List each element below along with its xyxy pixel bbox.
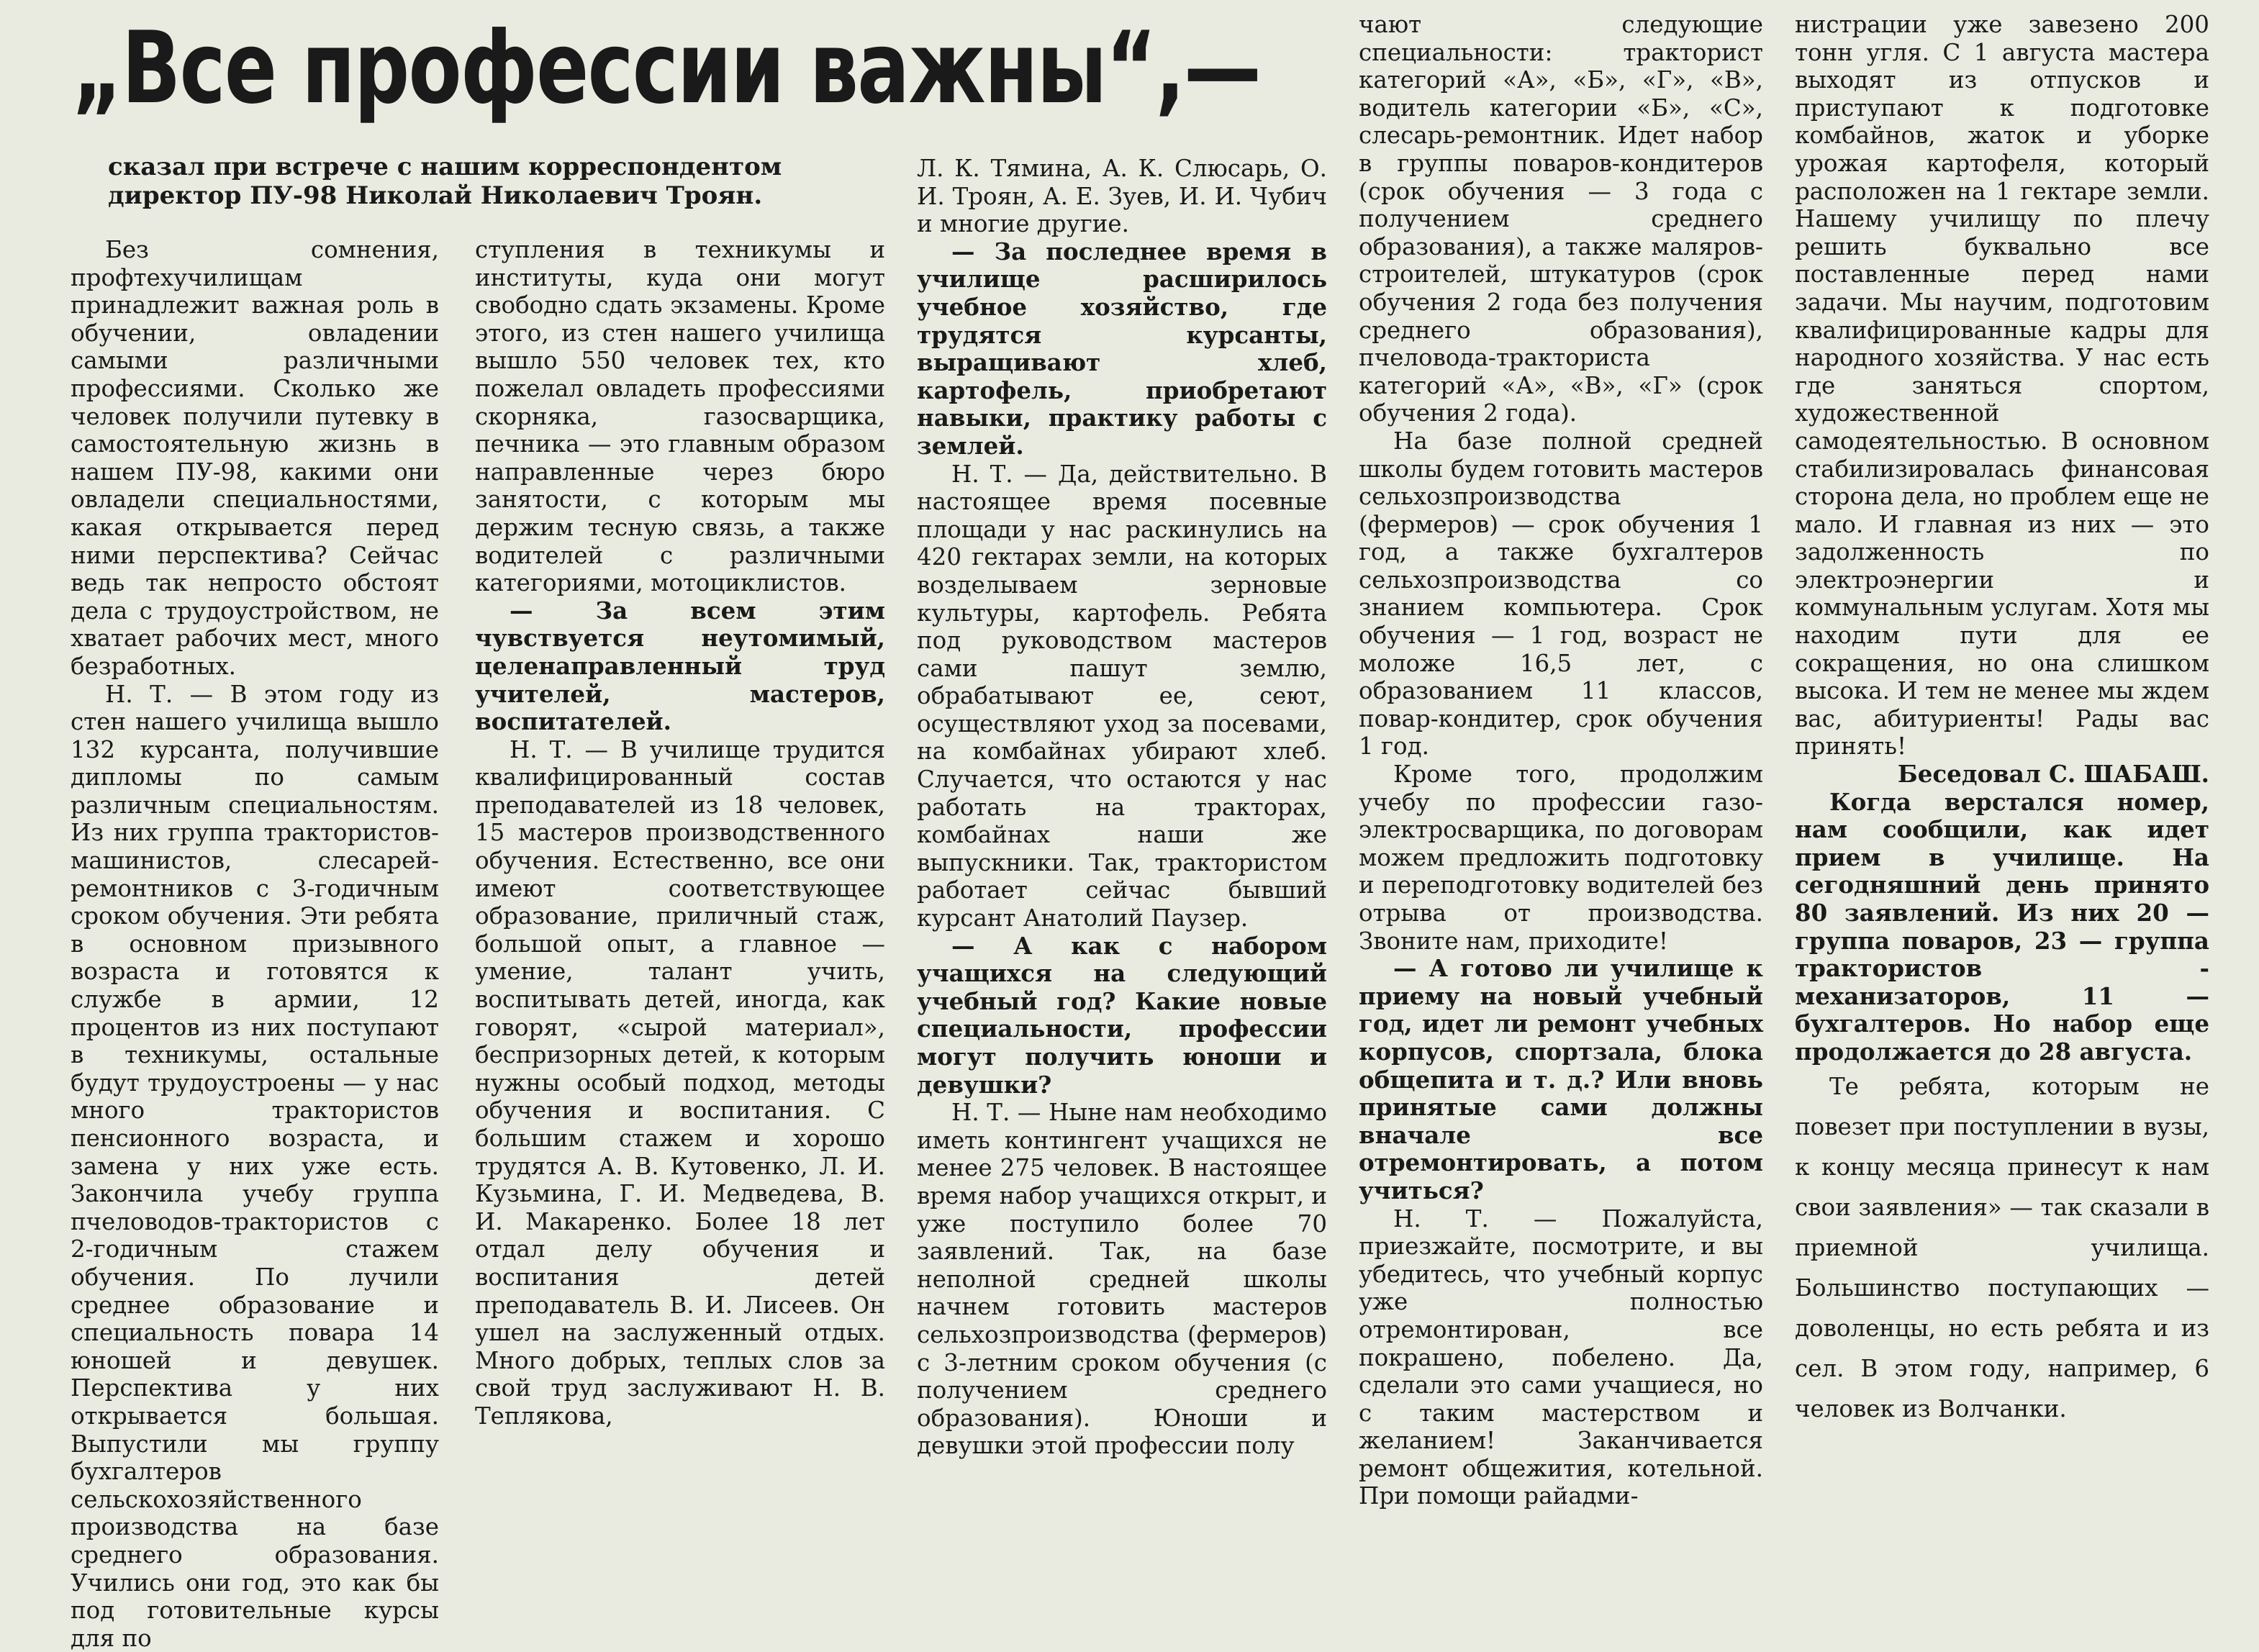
paragraph: Н. Т. — В училище трудится квалифицированный состав преподавателей из 18 человек, 15 мастеров производственного обучения. Естественно, все они имеют соответствующее образование, приличный стаж, большой опыт, а главное — умение, талант учить, воспитывать детей, иногда, как говорят, «сырой материал», беспризорных детей, к которым нужны особый подход, методы обучения и воспитания. С большим стажем и хорошо трудятся А. В. Кутовенко, Л. И. Кузьмина, Г. И. Медведева, В. И. Макаренко. Более 18 лет отдал делу обучения и воспитания детей преподаватель В. И. Лисеев. Он ушел на заслуженный отдых. Много добрых, теплых слов за свой труд заслуживают Н. В. Теплякова, <box>475 736 885 1430</box>
author-signature: Беседовал С. ШАБАШ. <box>1795 761 2209 789</box>
column-3 <box>917 155 1327 1533</box>
question: — За последнее время в училище расширилось учебное хозяйство, где трудятся курсанты, выращивают хлеб, картофель, приобретают навыки, практику работы с землей. <box>917 238 1327 460</box>
paragraph: Н. Т. — Ныне нам необходимо иметь контингент учащихся не менее 275 человек. В настоящее время набор учащихся открыт, и уже поступило более 70 заявлений. Так, на базе неполной средней школы начнем готовить мастеров сельхозпроизводства (фермеров) с 3-летним сроком обучения (с получением среднего образования). Юноши и девушки этой профессии полу <box>917 1099 1327 1460</box>
paragraph: Л. К. Тямина, А. К. Слюсарь, О. И. Троян, А. Е. Зуев, И. И. Чубич и многие другие. <box>917 155 1327 238</box>
column-5 <box>1795 11 2209 1389</box>
paragraph: чают следующие специальности: тракторист категорий «А», «Б», «Г», «В», водитель категории «Б», «С», слесарь-ремонтник. Идет набор в группы поваров-кондитеров (срок обучения — 3 года с получением среднего образования), а также маляров-строителей, штукатуров (срок обучения 2 года без получения среднего образования), пчеловода-тракториста категорий «А», «В», «Г» (срок обучения 2 года). <box>1359 11 1763 427</box>
column-4 <box>1359 11 1763 1389</box>
late-news: Когда верстался номер, нам сообщили, как идет прием в училище. На сегодняшний день принято 80 заявлений. Из них 20 — группа поваров, 23 — группа трактористов - механизаторов, 11 — бухгалтеров. Но набор еще продолжается до 28 августа. <box>1795 789 2209 1066</box>
column-2 <box>475 236 885 1614</box>
paragraph: Н. Т. — В этом году из стен нашего училища вышло 132 курсанта, получившие дипломы по самым различным специальностям. Из них группа трактористов-машинистов, слесарей-ремонтников с 3-годичным сроком обучения. Эти ребята в основном призывного возраста и готовятся к службе в армии, 12 процентов из них поступают в техникумы, остальные будут трудоустроены — у нас много трактористов пенсионного возраста, и замена у них уже есть. Закончила учебу группа пчеловодов-трактористов с 2-годичным стажем обучения. По лучили среднее образование и специальность повара 14 юношей и девушек. Перспектива у них открывается большая. Выпустили мы группу бухгалтеров сельскохозяйственного производства на базе среднего образования. Учились они год, это как бы под готовительные курсы для по <box>71 681 439 1652</box>
paragraph: нистрации уже завезено 200 тонн угля. С 1 августа мастера выходят из отпусков и приступают к подготовке комбайнов, жаток и уборке урожая картофеля, который расположен на 1 гектаре земли. Нашему училищу по плечу решить буквально все поставленные перед нами задачи. Мы научим, подготовим квалифицированные кадры для народного хозяйства. У нас есть где заняться спортом, художественной самодеятельностью. В основном стабилизировалась финансовая сторона дела, но проблем еще не мало. И главная из них — это задолженность по электроэнергии и коммунальным услугам. Хотя мы находим пути для ее сокращения, но она слишком высока. И тем не менее мы ждем вас, абитуриенты! Рады вас принять! <box>1795 11 2209 761</box>
paragraph: Без сомнения, профтехучилищам принадлежит важная роль в обучении, овладении самыми различными профессиями. Сколько же человек получили путевку в самостоятельную жизнь в нашем ПУ-98, какими они овладели специальностями, какая открывается перед ними перспектива? Сейчас ведь так непросто обстоят дела с трудоустройством, не хватает рабочих мест, много безработных. <box>71 236 439 681</box>
article-headline: „Все профессии важны“,— <box>72 14 1026 122</box>
question: — За всем этим чувствуется неутомимый, целенаправленный труд учителей, мастеров, воспитателей. <box>475 597 885 736</box>
paragraph: ступления в техникумы и институты, куда они могут свободно сдать экзамены. Кроме этого, из стен нашего училища вышло 550 человек тех, кто пожелал овладеть профессиями скорняка, газосварщика, печника — это главным образом направленные через бюро занятости, с которым мы держим тесную связь, а также водителей с различными категориями, мотоциклистов. <box>475 236 885 597</box>
paragraph: На базе полной средней школы будем готовить мастеров сельхозпроизводства (фермеров) — срок обучения 1 год, а также бухгалтеров сельхозпроизводства со знанием компьютера. Срок обучения — 1 год, возраст не моложе 16,5 лет, с образованием 11 классов, повар-кондитер, срок обучения 1 год. <box>1359 427 1763 761</box>
column-1 <box>71 236 439 1614</box>
question: — А готово ли училище к приему на новый учебный год, идет ли ремонт учебных корпусов, спортзала, блока общепита и т. д.? Или вновь принятые сами должны вначале все отремонтировать, а потом учиться? <box>1359 955 1763 1204</box>
question: — А как с набором учащихся на следующий учебный год? Какие новые специальности, профессии могут получить юноши и девушки? <box>917 932 1327 1099</box>
article-lead: сказал при встрече с нашим корреспондентом директор ПУ-98 Николай Николаевич Троян. <box>108 153 885 210</box>
paragraph: Кроме того, продолжим учебу по профессии газо-электросварщика, по договорам можем предложить подготовку и переподготовку водителей без отрыва от производства. Звоните нам, приходите! <box>1359 761 1763 955</box>
paragraph: Н. Т. — Да, действительно. В настоящее время посевные площади у нас раскинулись на 420 гектарах земли, на которых возделываем зерновые культуры, картофель. Ребята под руководством мастеров сами пашут землю, обрабатывают ее, сеют, осуществляют уход за посевами, на комбайнах убирают хлеб. Случается, что остаются у нас работать на тракторах, комбайнах наши же выпускники. Так, трактористом работает сейчас бывший курсант Анатолий Паузер. <box>917 460 1327 932</box>
paragraph: Н. Т. — Пожалуйста, приезжайте, посмотрите, и вы убедитесь, что учебный корпус уже полностью отремонтирован, все покрашено, побелено. Да, сделали это сами учащиеся, но с таким мастерством и желанием! Заканчивается ремонт общежития, котельной. При помощи райадми- <box>1359 1205 1763 1511</box>
paragraph: Те ребята, которым не повезет при поступлении в вузы, к концу месяца принесут к нам свои заявления» — так сказали в приемной училища. Большинство поступающих — доволенцы, но есть ребята и из сел. В этом году, например, 6 человек из Волчанки. <box>1795 1066 2209 1429</box>
